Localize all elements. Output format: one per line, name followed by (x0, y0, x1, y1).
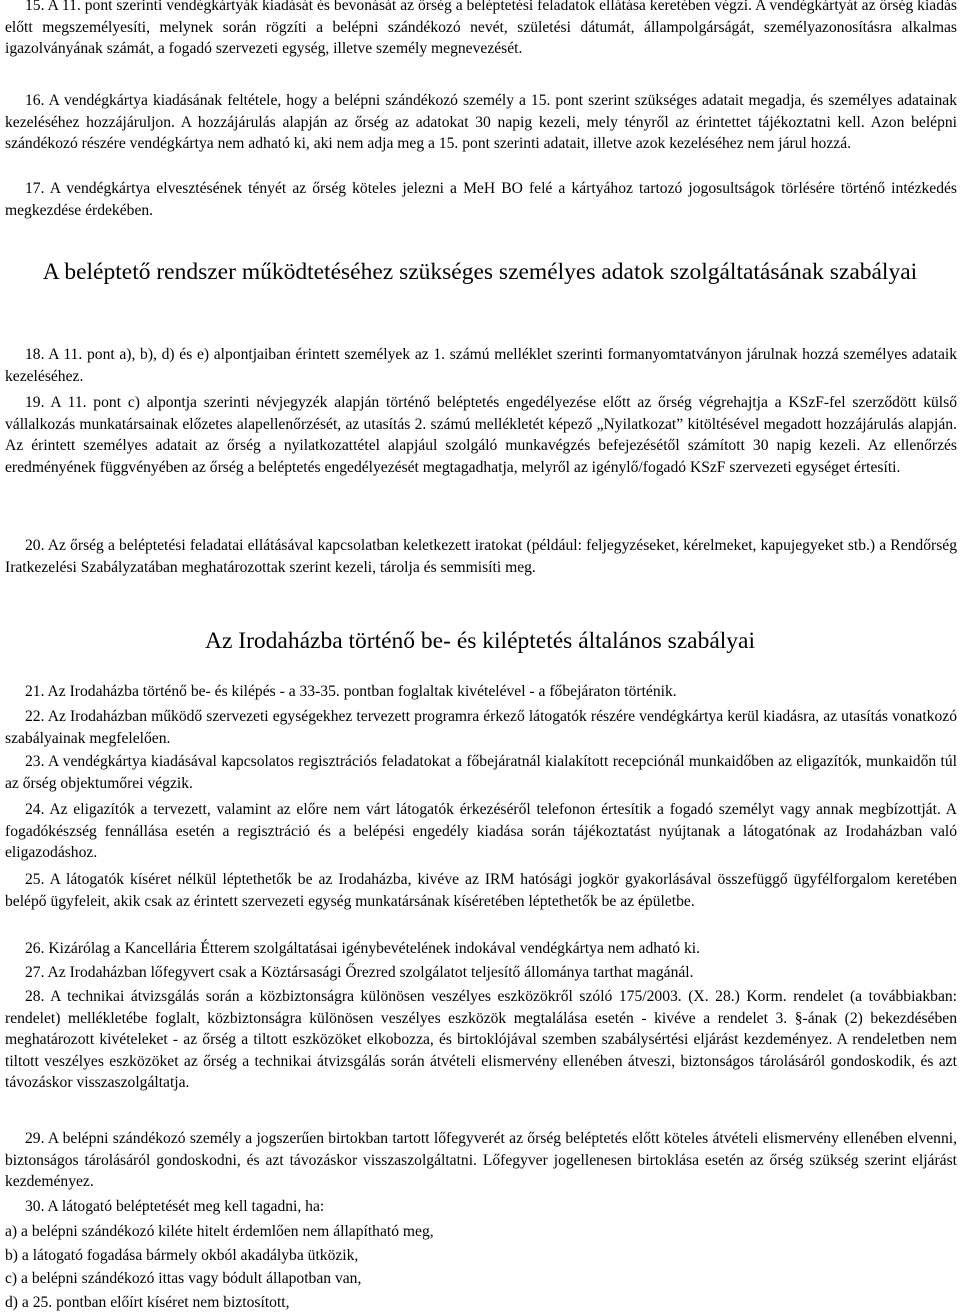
paragraph-26: 26. Kizárólag a Kancellária Étterem szolgáltatásai igénybevételének indokával vendégkártya nem adható ki. (25, 940, 701, 957)
paragraph-25: 25. A látogatók kíséret nélkül léptethetők be az Irodaházba, kivéve az IRM hatósági jogkör gyakorlásával összefüggő ügyfélforgalom keretében belépő ügyfeleit, akik csak az érintett szervezeti egység munkatársának kíséretében léptethetők be az épületbe. (5, 871, 957, 910)
paragraph-30: 30. A látogató beléptetését meg kell tagadni, ha: (25, 1198, 325, 1215)
section-heading-personal-data-rules: A beléptető rendszer működtetéséhez szükséges személyes adatok szolgáltatásának szabályai (42, 259, 918, 285)
section-heading-entry-exit-rules: Az Irodaházba történő be- és kiléptetés általános szabályai (204, 628, 756, 654)
list-item-30d: d) a 25. pontban előírt kíséret nem biztosított, (5, 1294, 290, 1311)
paragraph-24: 24. Az eligazítók a tervezett, valamint az előre nem várt látogatók érkezéséről telefonon értesítik a fogadó személyt vagy annak megbízottját. A fogadókészség fennállása esetén a regisztráció és a belépési engedély kiadása során tájékoztatást nyújtanak a látogatónak az Irodaházban való eligazodáshoz. (5, 801, 957, 862)
paragraph-22: 22. Az Irodaházban működő szervezeti egységekhez tervezett programra érkező látogatók részére vendégkártya kerül kiadásra, az utasítás vonatkozó szabályainak megfelelően. (5, 708, 957, 747)
paragraph-18: 18. A 11. pont a), b), d) és e) alpontjaiban érintett személyek az 1. számú melléklet szerinti formanyomtatványon járulnak hozzá személyes adataik kezeléséhez. (5, 346, 957, 385)
list-item-30c: c) a belépni szándékozó ittas vagy bódult állapotban van, (5, 1270, 362, 1287)
paragraph-28: 28. A technikai átvizsgálás során a közbiztonságra különösen veszélyes eszközökről szóló 175/2003. (X. 28.) Korm. rendelet (a továbbiakban: rendelet) mellékletébe foglalt, közbiztonságra különösen veszélyes eszközök megtalálása esetén - kivéve a rendelet 3. §-ának (2) bekezdésében meghatározott kivételeket - az őrség a tiltott eszközöket elkobozza, és birtoklójával szemben szabálysértési eljárást kezdeményez. A rendeletben nem tiltott veszélyes eszközöket az őrség a technikai átvizsgálás során átvételi elismervény ellenében átveszi, biztonságos tárolásáról gondoskodik, és azt távozáskor visszaszolgáltatja. (5, 988, 957, 1092)
paragraph-21: 21. Az Irodaházba történő be- és kilépés - a 33-35. pontban foglaltak kivételével - a főbejáraton történik. (25, 683, 677, 700)
paragraph-29: 29. A belépni szándékozó személy a jogszerűen birtokban tartott lőfegyverét az őrség beléptetés előtt köteles átvételi elismervény ellenében elvenni, biztonságos tárolásáról gondoskodni, és azt távozáskor visszaszolgáltatni. Lőfegyver jogellenesen birtoklása esetén az őrség szükség szerint eljárást kezdeményez. (5, 1130, 957, 1191)
list-item-30b: b) a látogató fogadása bármely okból akadályba ütközik, (5, 1247, 359, 1264)
paragraph-19: 19. A 11. pont c) alpontja szerinti névjegyzék alapján történő beléptetés engedélyezése előtt az őrség végrehajtja a KSzF-fel szerződött külső vállalkozás munkatársainak előzetes alapellenőrzését, az utasítás 2. számú mellékletét képező „Nyilatkozat” kitöltésével megadott hozzájárulás alapján. Az érintett személyes adatait az őrség a nyilatkozattétel alapjául szolgáló munkavégzés befejezésétől számított 30 napig kezeli. Az ellenőrzés eredményének függvényében az őrség a beléptetés engedélyezését megtagadhatja, melyről az igénylő/fogadó KSzF szervezeti egységet értesíti. (5, 394, 957, 476)
paragraph-27: 27. Az Irodaházban lőfegyvert csak a Köztársasági Őrezred szolgálatot teljesítő állománya tarthat magánál. (25, 964, 694, 981)
paragraph-20: 20. Az őrség a beléptetési feladatai ellátásával kapcsolatban keletkezett iratokat (például: feljegyzéseket, kérelmeket, kapujegyeket stb.) a Rendőrség Iratkezelési Szabályzatában meghatározottak szerint kezeli, tárolja és semmisíti meg. (5, 537, 957, 576)
paragraph-15: 15. A 11. pont szerinti vendégkártyák kiadását és bevonását az őrség a beléptetési feladatok ellátása keretében végzi. A vendégkártyát az őrség kiadás előtt megszemélyesíti, melynek során rögzíti a belépni szándékozó nevét, születési dátumát, állampolgárságát, személyazonosításra alkalmas igazolványának számát, a fogadó szervezeti egység, illetve személy megnevezését. (5, 0, 957, 58)
paragraph-17: 17. A vendégkártya elvesztésének tényét az őrség köteles jelezni a MeH BO felé a kártyához tartozó jogosultságok törlésére történő intézkedés megkezdése érdekében. (5, 180, 957, 219)
paragraph-23: 23. A vendégkártya kiadásával kapcsolatos regisztrációs feladatokat a főbejáratnál kialakított recepciónál munkaidőben az eligazítók, munkaidőn túl az őrség objektumőrei végzik. (5, 753, 957, 792)
list-item-30a: a) a belépni szándékozó kiléte hitelt érdemlően nem állapítható meg, (5, 1223, 434, 1240)
paragraph-16: 16. A vendégkártya kiadásának feltétele, hogy a belépni szándékozó személy a 15. pont szerint szükséges adatait megadja, és személyes adatainak kezeléséhez hozzájáruljon. A hozzájárulás alapján az őrség az adatokat 30 napig kezeli, mely tényről az érintettet tájékoztatni kell. Azon belépni szándékozó részére vendégkártya nem adható ki, aki nem adja meg a 15. pont szerinti adatait, illetve azok kezeléséhez nem járul hozzá. (5, 92, 957, 153)
